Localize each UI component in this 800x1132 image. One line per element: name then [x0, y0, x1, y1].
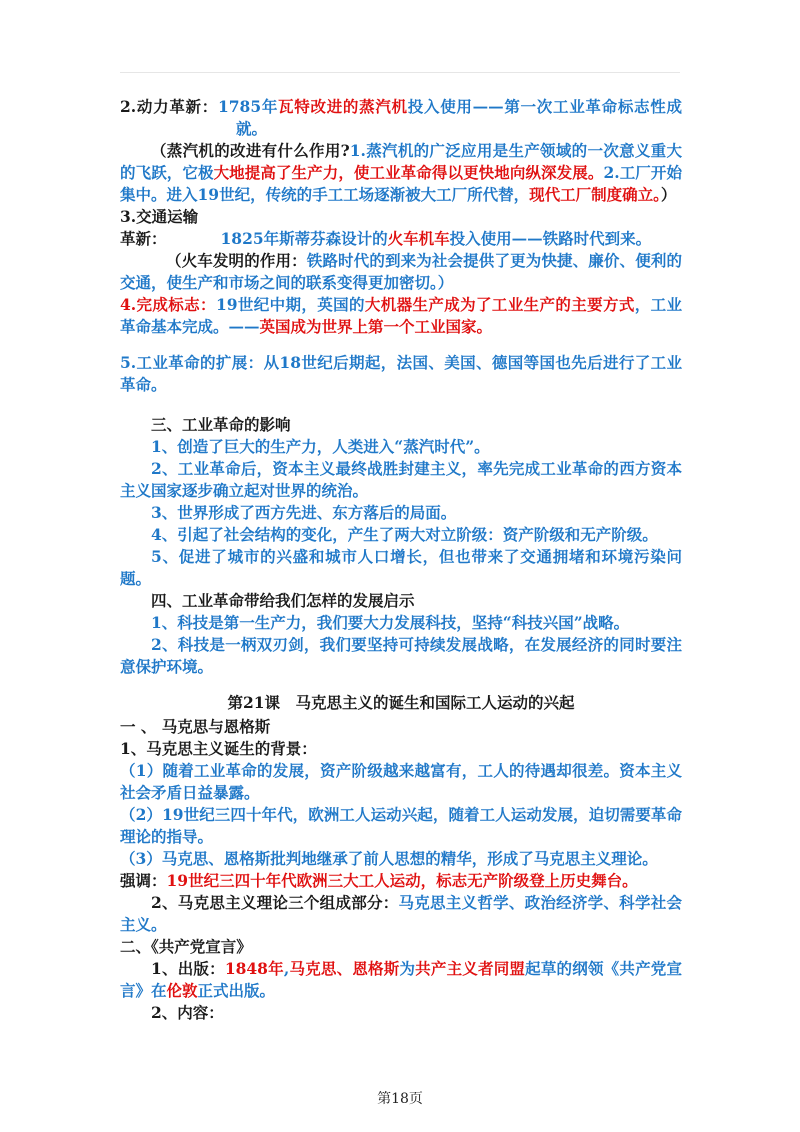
insight-heading: 四、工业革命带给我们怎样的发展启示 — [151, 591, 415, 610]
emphasis: 强调：19世纪三四十年代欧洲三大工人运动，标志无产阶级登上历史舞台。 — [120, 871, 638, 890]
impact-item: 4、引起了社会结构的变化，产生了两大对立阶级：资产阶级和无产阶级。 — [151, 525, 658, 544]
section-transport: 3.交通运输 — [120, 207, 199, 226]
background-item: （2）19世纪三四十年代，欧洲工人运动兴起，随着工人运动发展，迫切需要革命理论的指导。 — [120, 805, 682, 846]
impact-item: 3、世界形成了西方先进、东方落后的局面。 — [151, 503, 457, 522]
impact-item: 2、工业革命后，资本主义最终战胜封建主义，率先完成工业革命的西方资本主义国家逐步确立起对世界的统治。 — [120, 459, 682, 500]
insight-item: 1、科技是第一生产力，我们要大力发展科技，坚持“科技兴国”战略。 — [151, 613, 630, 632]
background-item: （1）随着工业革命的发展，资产阶级越来越富有，工人的待遇却很差。资本主义社会矛盾日益暴露。 — [120, 761, 682, 802]
section-completion: 4.完成标志：19世纪中期，英国的大机器生产成为了工业生产的主要方式，工业革命基本完成。——英国成为世界上第一个工业国家。 — [120, 295, 682, 336]
header-rule — [120, 72, 680, 73]
lesson-title: 第21课 马克思主义的诞生和国际工人运动的兴起 — [227, 693, 575, 712]
background-item: （3）马克思、恩格斯批判地继承了前人思想的精华，形成了马克思主义理论。 — [120, 849, 658, 868]
steam-engine-question: （蒸汽机的改进有什么作用?1.蒸汽机的广泛应用是生产领域的一次意义重大的飞跃，它极大地提高了生产力，使工业革命得以更快地向纵深发展。2.工厂开始集中。进入19世纪，传统的手工工场逐渐被大工厂所代替，现代工厂制度确立。） — [120, 141, 682, 204]
document-body — [120, 96, 682, 1024]
marx-engels-heading: 一 、 马克思与恩格斯 — [120, 717, 271, 736]
page-number: 第18页 — [377, 1091, 423, 1107]
theory-components: 2、马克思主义理论三个组成部分：马克思主义哲学、政治经济学、科学社会主义。 — [120, 893, 682, 934]
impact-item: 1、创造了巨大的生产力，人类进入“蒸汽时代”。 — [151, 437, 490, 456]
transport-innovation: 革新： 1825年斯蒂芬森设计的火车机车投入使用——铁路时代到来。 — [120, 229, 652, 248]
section-power-innovation: 2.动力革新：1785年瓦特改进的蒸汽机投入使用——第一次工业革命标志性成就。 — [120, 97, 682, 138]
background-heading: 1、马克思主义诞生的背景： — [120, 739, 317, 758]
insight-item: 2、科技是一柄双刃剑，我们要坚持可持续发展战略，在发展经济的同时要注意保护环境。 — [120, 635, 682, 676]
impact-item: 5、促进了城市的兴盛和城市人口增长，但也带来了交通拥堵和环境污染问题。 — [120, 547, 682, 588]
manifesto-content-label: 2、内容： — [151, 1003, 224, 1022]
manifesto-publication: 1、出版：1848年,马克思、恩格斯为共产主义者同盟起草的纲领《共产党宣言》在伦敦正式出版。 — [120, 959, 682, 1000]
impact-heading: 三、工业革命的影响 — [151, 415, 291, 434]
manifesto-heading: 二、《共产党宣言》 — [120, 937, 252, 956]
train-question: （火车发明的作用：铁路时代的到来为社会提供了更为快捷、廉价、便利的交通，使生产和市场之间的联系变得更加密切。） — [120, 251, 682, 292]
section-expansion: 5.工业革命的扩展：从18世纪后期起，法国、美国、德国等国也先后进行了工业革命。 — [120, 353, 682, 394]
